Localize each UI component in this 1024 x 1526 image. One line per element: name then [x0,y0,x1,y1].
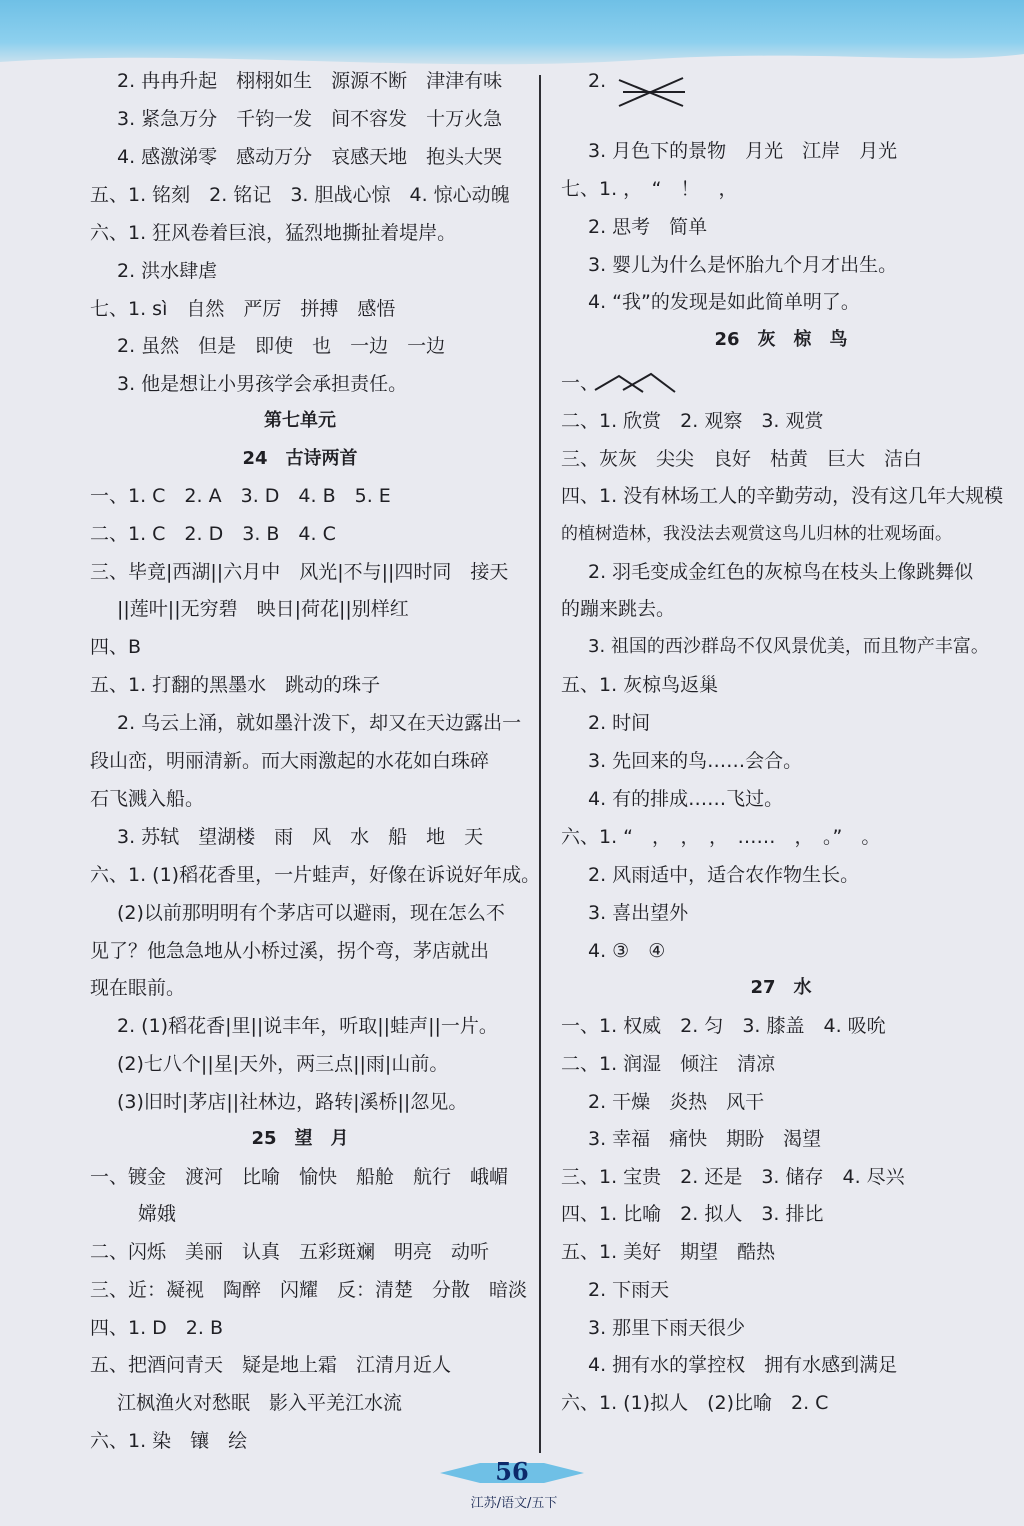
answer-line: 七、1. ， “ ！ ， [561,178,738,200]
column-divider [539,75,541,1453]
cross-lines-icon [613,72,693,112]
answer-line: 七、1. sì 自然 严厉 拼搏 感悟 [90,298,396,320]
answer-line: 4. 拥有水的掌控权 拥有水感到满足 [588,1354,898,1376]
answer-line: 嫦娥 [138,1203,177,1225]
answer-line: 2. (1)稻花香|里||说丰年，听取||蛙声||一片。 [117,1015,498,1037]
lesson-heading: 24 古诗两首 [242,448,358,469]
answer-line: 2. 羽毛变成金红色的灰椋鸟在枝头上像跳舞似 [588,561,974,583]
answer-line: 二、1. 欣赏 2. 观察 3. 观赏 [561,410,824,432]
answer-line: 3. 月色下的景物 月光 江岸 月光 [588,140,898,162]
answer-line: 江枫渔火对愁眠 影入平羌江水流 [117,1392,403,1414]
answer-line: 3. 先回来的鸟……会合。 [588,750,803,772]
answer-line: 2. 乌云上涌，就如墨汁泼下，却又在天边露出一 [117,712,522,734]
answer-line: 二、闪烁 美丽 认真 五彩斑斓 明亮 动听 [90,1241,490,1263]
answer-line: 六、1. 狂风卷着巨浪，猛烈地撕扯着堤岸。 [90,222,457,244]
answer-line: 四、1. 没有林场工人的辛勤劳动，没有这几年大规模 [561,485,1004,507]
answer-line: 3. 苏轼 望湖楼 雨 风 水 船 地 天 [117,826,484,848]
answer-line: 一、1. C 2. A 3. D 4. B 5. E [90,485,391,507]
answer-line: 3. 那里下雨天很少 [588,1317,746,1339]
answer-line: 4. “我”的发现是如此简单明了。 [588,291,860,313]
answer-line: 4. ③ ④ [588,940,666,962]
answer-line: 石飞溅入船。 [90,788,205,810]
answer-line: 三、1. 宝贵 2. 还是 3. 储存 4. 尽兴 [561,1166,905,1188]
answer-line: 二、1. 润湿 倾注 清凉 [561,1053,776,1075]
answer-line: 三、灰灰 尖尖 良好 枯黄 巨大 洁白 [561,448,923,470]
answer-line: 段山峦，明丽清新。而大雨激起的水花如白珠碎 [90,750,490,772]
lesson-heading: 27 水 [750,977,812,998]
answer-line: 现在眼前。 [90,977,186,999]
answer-line: 3. 婴儿为什么是怀胎九个月才出生。 [588,254,898,276]
answer-line: 2. 冉冉升起 栩栩如生 源源不断 津津有味 [117,70,503,92]
answer-line: (2)以前那明明有个茅店可以避雨，现在怎么不 [117,902,505,924]
answer-line: 六、1. (1)稻花香里，一片蛙声，好像在诉说好年成。 [90,864,541,886]
answer-line: 一、 [561,372,600,394]
answer-line: 四、1. 比喻 2. 拟人 3. 排比 [561,1203,824,1225]
page-number: 56 [495,1457,529,1486]
answer-line: 三、毕竟|西湖||六月中 风光|不与||四时同 接天 [90,561,509,583]
answer-line: 五、1. 灰椋鸟返巢 [561,674,719,696]
answer-line: 六、1. (1)拟人 (2)比喻 2. C [561,1392,829,1414]
answer-line: 2. 风雨适中，适合农作物生长。 [588,864,860,886]
answer-line: 六、1. 染 镶 绘 [90,1430,248,1452]
zigzag-lines-icon [593,368,679,394]
answer-line: 2. [588,70,607,92]
answer-line: 4. 有的排成……飞过。 [588,788,784,810]
footer-book-tag: 江苏/语文/五下 [470,1496,558,1511]
answer-line: 4. 感激涕零 感动万分 哀感天地 抱头大哭 [117,146,503,168]
answer-line: 3. 他是想让小男孩学会承担责任。 [117,373,408,395]
answer-line: ||莲叶||无穷碧 映日|荷花||别样红 [117,598,409,620]
answer-line: 的植树造林，我没法去观赏这鸟儿归林的壮观场面。 [561,524,952,544]
answer-line: 2. 虽然 但是 即使 也 一边 一边 [117,335,446,357]
lesson-heading: 25 望 月 [251,1128,349,1149]
answer-line: 五、1. 美好 期望 酷热 [561,1241,776,1263]
answer-line: 的蹦来跳去。 [561,598,676,620]
answer-line: 四、1. D 2. B [90,1317,224,1339]
answer-line: 3. 祖国的西沙群岛不仅风景优美，而且物产丰富。 [588,636,989,657]
answer-line: 三、近：凝视 陶醉 闪耀 反：清楚 分散 暗淡 [90,1279,528,1301]
answer-line: 五、把酒问青天 疑是地上霜 江清月近人 [90,1354,452,1376]
answer-line: 五、1. 铭刻 2. 铭记 3. 胆战心惊 4. 惊心动魄 [90,184,510,206]
answer-line: 一、镀金 渡河 比喻 愉快 船舱 航行 峨嵋 [90,1166,509,1188]
answer-line: 四、B [90,636,142,658]
answer-line: 3. 喜出望外 [588,902,689,924]
answer-line: 二、1. C 2. D 3. B 4. C [90,523,336,545]
answer-line: 2. 下雨天 [588,1279,670,1301]
answer-line: 六、1. “ ， ， ， …… ， 。” 。 [561,826,881,848]
answer-line: 一、1. 权威 2. 匀 3. 膝盖 4. 吸吮 [561,1015,886,1037]
answer-line: 3. 幸福 痛快 期盼 渴望 [588,1128,822,1150]
answer-line: (3)旧时|茅店||社林边，路转|溪桥||忽见。 [117,1091,468,1113]
unit-heading: 第七单元 [264,410,336,431]
answer-line: 2. 思考 简单 [588,216,708,238]
answer-line: 2. 干燥 炎热 风干 [588,1091,765,1113]
answer-line: 2. 时间 [588,712,651,734]
answer-line: (2)七八个||星|天外，两三点||雨|山前。 [117,1053,449,1075]
answer-line: 3. 紧急万分 千钧一发 间不容发 十万火急 [117,108,503,130]
lesson-heading: 26 灰 椋 鸟 [714,329,848,350]
answer-line: 2. 洪水肆虐 [117,260,218,282]
answer-line: 五、1. 打翻的黑墨水 跳动的珠子 [90,674,381,696]
answer-line: 见了？他急急地从小桥过溪，拐个弯，茅店就出 [90,940,490,962]
